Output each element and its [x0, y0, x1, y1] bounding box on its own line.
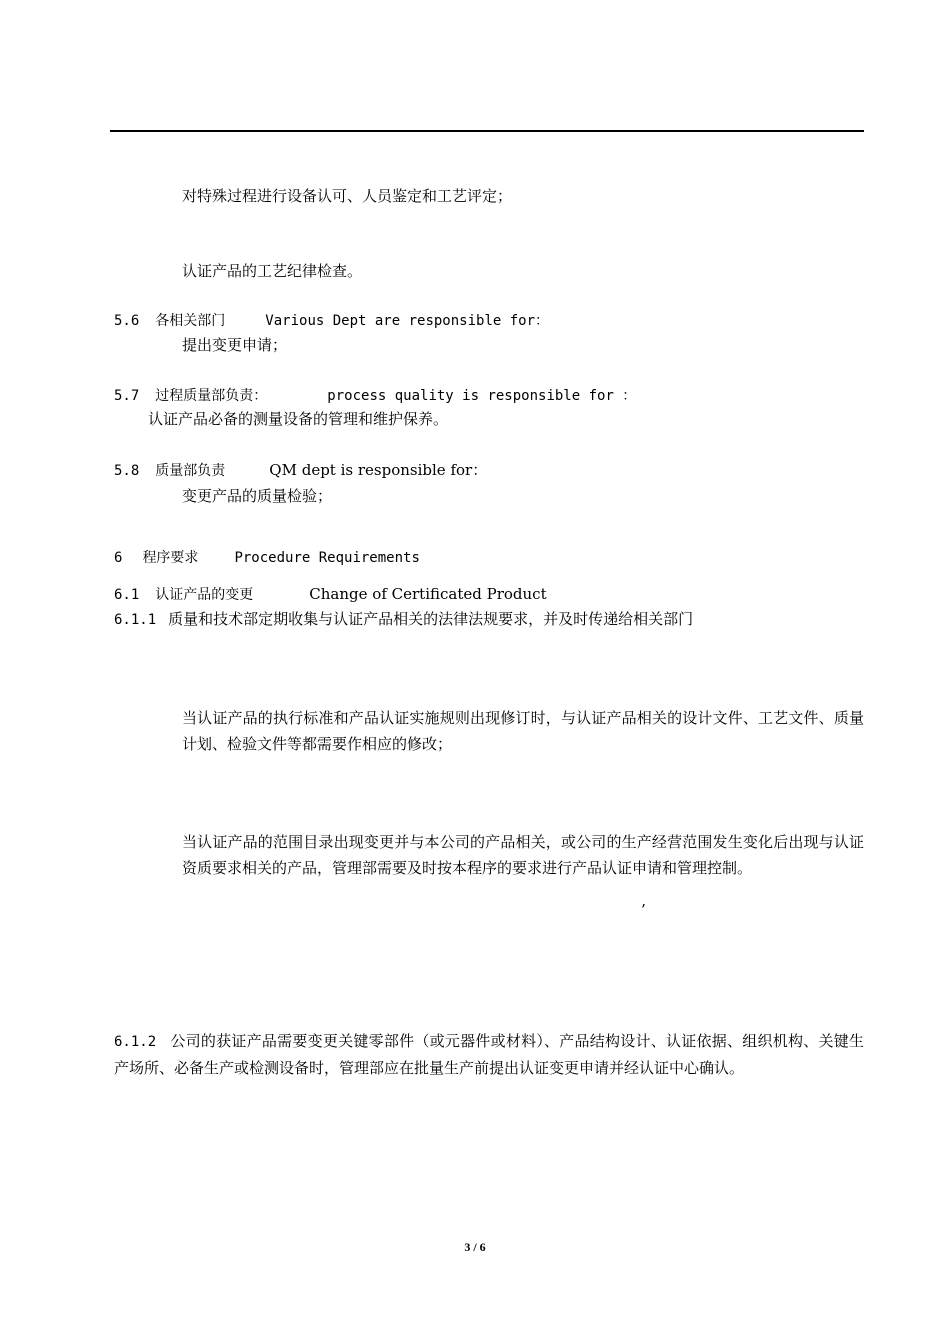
section-title-en: process quality is responsible for ： — [327, 388, 637, 404]
section-number: 6.1 — [114, 587, 140, 603]
list-item: 提出变更申请； — [182, 336, 288, 354]
section-title-cn: 程序要求 — [142, 550, 199, 566]
section-number: 6 — [114, 550, 123, 566]
section-title-cn: 认证产品的变更 — [155, 587, 254, 603]
section-title-en: Procedure Requirements — [234, 550, 420, 566]
section-heading — [114, 548, 420, 568]
section-heading — [114, 584, 547, 605]
list-item: 认证产品必备的测量设备的管理和维护保养。 — [148, 410, 449, 428]
paragraph-text: 质量和技术部定期收集与认证产品相关的法律法规要求，并及时传递给相关部门 — [168, 610, 694, 628]
section-number: 6.1.1 — [114, 612, 157, 628]
section-heading — [114, 460, 487, 481]
section-title-en: Change of Certificated Product — [309, 585, 547, 603]
paragraph: 当认证产品的范围目录出现变更并与本公司的产品相关，或公司的生产经营范围发生变化后出现与认证资质要求相关的产品，管理部需要及时按本程序的要求进行产品认证申请和管理控制。 — [182, 833, 864, 877]
section-title-en: QM dept is responsible for： — [269, 461, 488, 479]
section-heading — [114, 311, 549, 331]
section-number: 5.8 — [114, 463, 140, 479]
paragraph — [114, 609, 693, 630]
section-number: 6.1.2 — [114, 1034, 157, 1050]
list-item: 认证产品的工艺纪律检查。 — [182, 262, 363, 280]
page-number: 3 / 6 — [464, 1240, 486, 1254]
section-title-en: Various Dept are responsible for： — [265, 313, 550, 329]
section-title-cn: 各相关部门 — [155, 313, 226, 329]
section-number: 5.6 — [114, 313, 140, 329]
paragraph: 当认证产品的执行标准和产品认证实施规则出现修订时，与认证产品相关的设计文件、工艺文件、质量计划、检验文件等都需要作相应的修改； — [182, 709, 864, 753]
paragraph-text: 公司的获证产品需要变更关键零部件（或元器件或材料）、产品结构设计、认证依据、组织机构、关键生产场所、必备生产或检测设备时，管理部应在批量生产前提出认证变更申请并经认证中心确认。 — [114, 1032, 864, 1077]
header-rule — [110, 130, 864, 132]
section-heading — [114, 386, 636, 406]
stray-mark: ’ — [641, 901, 646, 919]
section-title-cn: 过程质量部负责： — [155, 388, 268, 404]
section-number: 5.7 — [114, 388, 140, 404]
paragraph — [114, 1028, 864, 1081]
section-title-cn: 质量部负责 — [155, 463, 226, 479]
list-item: 变更产品的质量检验； — [182, 487, 333, 505]
list-item: 对特殊过程进行设备认可、人员鉴定和工艺评定； — [182, 187, 513, 205]
